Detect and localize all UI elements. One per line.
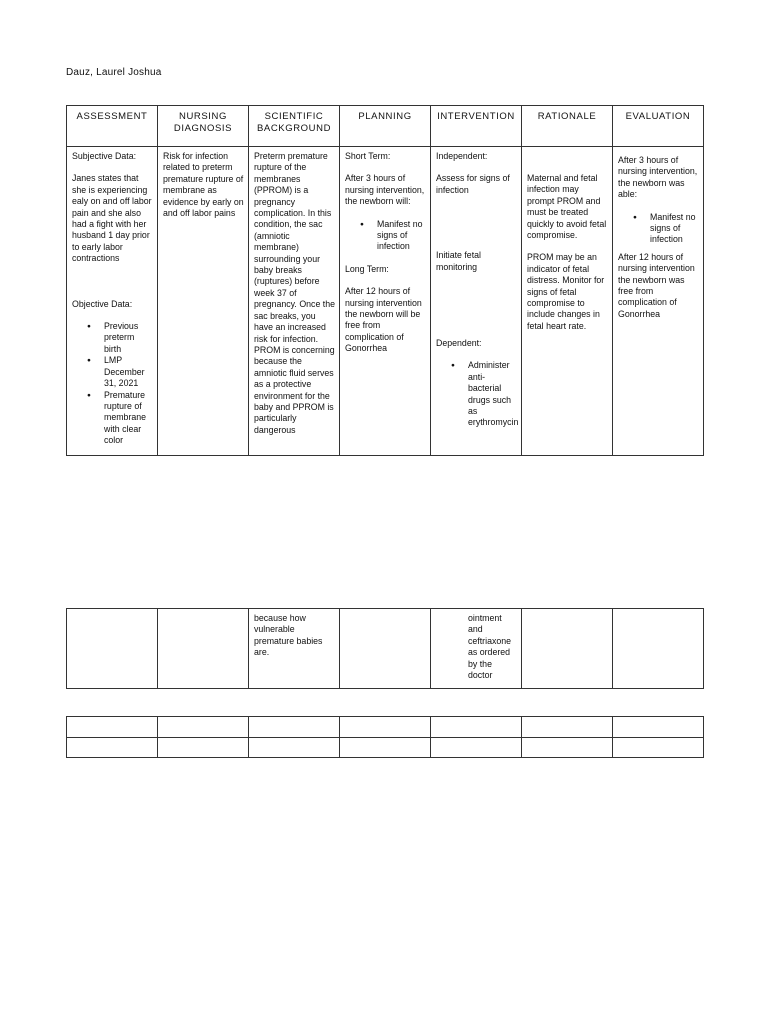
header-nursing-diagnosis: NURSING DIAGNOSIS bbox=[158, 106, 249, 147]
rationale-cell bbox=[522, 147, 613, 456]
subjective-text: Janes states that she is experiencing ealy on and off labor pain and she also had a fight with her husband 1 day prior to early labor contractions bbox=[72, 173, 152, 264]
rationale-text-1: Maternal and fetal infection may prompt PROM and must be treated quickly to avoid fetal compromise. bbox=[527, 173, 607, 241]
assessment-cell bbox=[67, 147, 158, 456]
dependent-continued-text: ointment and ceftriaxone as ordered by the doctor bbox=[468, 613, 512, 681]
table-cell bbox=[249, 717, 340, 738]
table-cell bbox=[249, 738, 340, 758]
list-item: ● LMP December 31, 2021 bbox=[72, 355, 153, 389]
background-text: Preterm premature rupture of the membranes (PPROM) is a pregnancy complication. In this condition, the sac (amniotic membrane) surrounding your baby breaks (ruptures) before week 37 of pregnancy. Once the sac breaks, you have an increased risk for infection. PROM is concerning because the amniotic fluid serves as a protective environment for the baby and PPROM is particularly dangerous bbox=[254, 151, 336, 435]
table-cell bbox=[158, 738, 249, 758]
scientific-background-cell bbox=[249, 147, 340, 456]
care-plan-table bbox=[66, 105, 704, 456]
evaluation-list bbox=[618, 212, 699, 246]
empty-table bbox=[66, 716, 704, 758]
list-item: ● Previous preterm birth bbox=[72, 321, 153, 355]
list-item: ● Premature rupture of membrane with clear color bbox=[72, 390, 153, 447]
evaluation-short-text: After 3 hours of nursing intervention, the newborn was able: bbox=[618, 155, 698, 200]
header-assessment: ASSESSMENT bbox=[67, 106, 158, 147]
long-term-label: Long Term: bbox=[345, 263, 389, 274]
list-item: ● Manifest no signs of infection bbox=[618, 212, 699, 246]
rationale-text-2: PROM may be an indicator of fetal distress. Monitor for signs of fetal compromise to include changes in fetal heart rate. bbox=[527, 252, 605, 331]
list-item: ● Manifest no signs of infection bbox=[345, 219, 426, 253]
assess-infection-text: Assess for signs of infection bbox=[436, 173, 510, 195]
header-intervention: INTERVENTION bbox=[431, 106, 522, 147]
table-cell bbox=[431, 717, 522, 738]
table-cell bbox=[613, 738, 704, 758]
table-header-row bbox=[67, 106, 704, 147]
evaluation-cell bbox=[613, 147, 704, 456]
table-cell bbox=[67, 717, 158, 738]
diagnosis-text: Risk for infection related to preterm premature rupture of membrane as evidence by early on and off labor pains bbox=[163, 151, 244, 219]
table-cell bbox=[522, 717, 613, 738]
short-term-label: Short Term: bbox=[345, 151, 391, 161]
table-row bbox=[67, 147, 704, 456]
assessment-cell bbox=[67, 609, 158, 689]
table-cell bbox=[431, 738, 522, 758]
table-cell bbox=[613, 717, 704, 738]
table-cell bbox=[67, 738, 158, 758]
background-continued-text: because how vulnerable premature babies are. bbox=[254, 613, 323, 658]
intervention-cell bbox=[431, 147, 522, 456]
care-plan-table-continued bbox=[66, 608, 704, 689]
short-term-list bbox=[345, 219, 426, 253]
objective-label: Objective Data: bbox=[72, 298, 133, 309]
evaluation-long-text: After 12 hours of nursing intervention the newborn was free from complication of Gonorrhea bbox=[618, 251, 695, 319]
author-name: Dauz, Laurel Joshua bbox=[66, 67, 162, 78]
header-rationale: RATIONALE bbox=[522, 106, 613, 147]
table-row bbox=[67, 738, 704, 758]
objective-list bbox=[72, 321, 153, 446]
rationale-cell bbox=[522, 609, 613, 689]
table-row bbox=[67, 609, 704, 689]
dependent-list bbox=[436, 360, 517, 428]
table-cell bbox=[340, 738, 431, 758]
table-cell bbox=[340, 717, 431, 738]
intervention-cell bbox=[431, 609, 522, 689]
planning-cell bbox=[340, 147, 431, 456]
header-planning: PLANNING bbox=[340, 106, 431, 147]
scientific-background-cell bbox=[249, 609, 340, 689]
planning-cell bbox=[340, 609, 431, 689]
dependent-label: Dependent: bbox=[436, 338, 482, 349]
independent-label: Independent: bbox=[436, 151, 488, 161]
evaluation-cell bbox=[613, 609, 704, 689]
subjective-label: Subjective Data: bbox=[72, 151, 137, 161]
header-evaluation: EVALUATION bbox=[613, 106, 704, 147]
fetal-monitoring-text: Initiate fetal monitoring bbox=[436, 250, 481, 272]
nursing-diagnosis-cell bbox=[158, 609, 249, 689]
table-cell bbox=[158, 717, 249, 738]
list-item: ● Administer anti-bacterial drugs such as erythromycin bbox=[436, 360, 517, 428]
table-cell bbox=[522, 738, 613, 758]
header-scientific-background: SCIENTIFIC BACKGROUND bbox=[249, 106, 340, 147]
table-row bbox=[67, 717, 704, 738]
short-term-text: After 3 hours of nursing intervention, the newborn will: bbox=[345, 173, 425, 207]
nursing-diagnosis-cell bbox=[158, 147, 249, 456]
long-term-text: After 12 hours of nursing intervention the newborn will be free from complication of Gonorrhea bbox=[345, 286, 422, 354]
